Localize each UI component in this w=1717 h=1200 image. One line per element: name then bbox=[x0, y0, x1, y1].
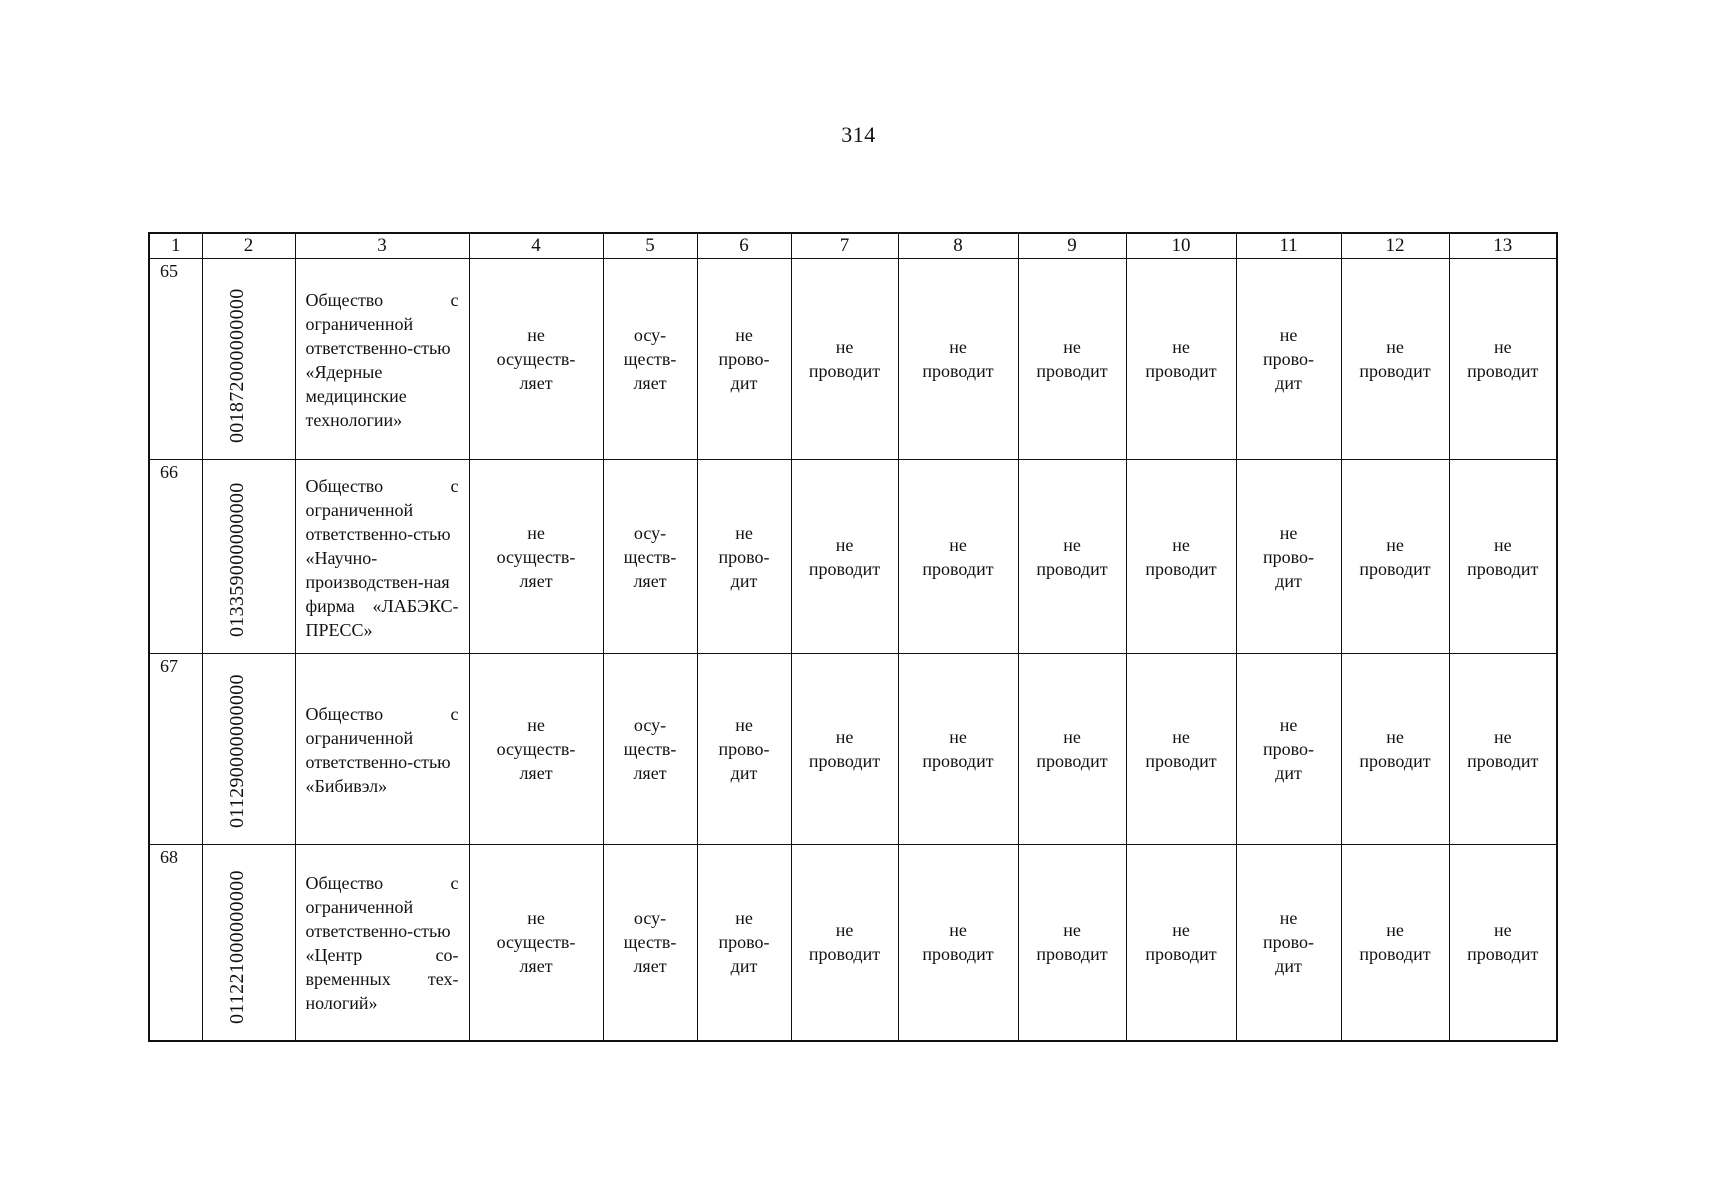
row-code: 011221000000000 bbox=[225, 869, 248, 1024]
cell-col-6: не прово- дит bbox=[697, 654, 791, 845]
row-number: 66 bbox=[149, 460, 202, 654]
header-cell: 12 bbox=[1341, 233, 1449, 259]
cell-col-10: не проводит bbox=[1126, 654, 1236, 845]
organization-name: Общество с ограниченной ответственно-стью «Ядерные медицинские технологии» bbox=[295, 259, 469, 460]
page-number: 314 bbox=[841, 122, 876, 147]
header-cell: 8 bbox=[898, 233, 1018, 259]
header-cell: 6 bbox=[697, 233, 791, 259]
cell-col-7: не проводит bbox=[791, 654, 898, 845]
cell-col-5: осу- ществ- ляет bbox=[603, 460, 697, 654]
cell-col-7: не проводит bbox=[791, 460, 898, 654]
cell-col-11: не прово- дит bbox=[1236, 654, 1341, 845]
row-number: 67 bbox=[149, 654, 202, 845]
cell-col-5: осу- ществ- ляет bbox=[603, 259, 697, 460]
cell-col-9: не проводит bbox=[1018, 460, 1126, 654]
cell-col-12: не проводит bbox=[1341, 259, 1449, 460]
header-cell: 2 bbox=[202, 233, 295, 259]
row-code-cell bbox=[202, 654, 295, 845]
cell-col-10: не проводит bbox=[1126, 460, 1236, 654]
row-code: 001872000000000 bbox=[225, 288, 248, 443]
cell-col-8: не проводит bbox=[898, 845, 1018, 1041]
cell-col-11: не прово- дит bbox=[1236, 460, 1341, 654]
row-code-cell bbox=[202, 460, 295, 654]
cell-col-9: не проводит bbox=[1018, 654, 1126, 845]
cell-col-5: осу- ществ- ляет bbox=[603, 845, 697, 1041]
header-cell: 3 bbox=[295, 233, 469, 259]
cell-col-8: не проводит bbox=[898, 259, 1018, 460]
row-code-cell bbox=[202, 259, 295, 460]
row-number: 65 bbox=[149, 259, 202, 460]
cell-col-13: не проводит bbox=[1449, 259, 1557, 460]
cell-col-13: не проводит bbox=[1449, 460, 1557, 654]
cell-col-13: не проводит bbox=[1449, 845, 1557, 1041]
header-cell: 4 bbox=[469, 233, 603, 259]
registry-table bbox=[148, 232, 1558, 1042]
cell-col-4: не осуществ- ляет bbox=[469, 259, 603, 460]
row-code: 011290000000000 bbox=[225, 674, 248, 828]
header-cell: 5 bbox=[603, 233, 697, 259]
cell-col-11: не прово- дит bbox=[1236, 259, 1341, 460]
cell-col-9: не проводит bbox=[1018, 845, 1126, 1041]
table-row bbox=[149, 654, 1557, 845]
header-cell: 11 bbox=[1236, 233, 1341, 259]
cell-col-4: не осуществ- ляет bbox=[469, 460, 603, 654]
row-number: 68 bbox=[149, 845, 202, 1041]
header-cell: 10 bbox=[1126, 233, 1236, 259]
organization-name: Общество с ограниченной ответственно-стью «Центр со-временных тех-нологий» bbox=[295, 845, 469, 1041]
cell-col-10: не проводит bbox=[1126, 259, 1236, 460]
cell-col-7: не проводит bbox=[791, 845, 898, 1041]
cell-col-12: не проводит bbox=[1341, 654, 1449, 845]
cell-col-11: не прово- дит bbox=[1236, 845, 1341, 1041]
cell-col-12: не проводит bbox=[1341, 845, 1449, 1041]
cell-col-13: не проводит bbox=[1449, 654, 1557, 845]
table-header-row bbox=[149, 233, 1557, 259]
cell-col-10: не проводит bbox=[1126, 845, 1236, 1041]
cell-col-6: не прово- дит bbox=[697, 259, 791, 460]
organization-name: Общество с ограниченной ответственно-стью «Научно-производствен-ная фирма «ЛАБЭКС-ПРЕСС» bbox=[295, 460, 469, 654]
organization-name: Общество с ограниченной ответственно-стью «Бибивэл» bbox=[295, 654, 469, 845]
table-row bbox=[149, 259, 1557, 460]
cell-col-4: не осуществ- ляет bbox=[469, 845, 603, 1041]
cell-col-8: не проводит bbox=[898, 654, 1018, 845]
cell-col-4: не осуществ- ляет bbox=[469, 654, 603, 845]
cell-col-9: не проводит bbox=[1018, 259, 1126, 460]
cell-col-5: осу- ществ- ляет bbox=[603, 654, 697, 845]
row-code: 013359000000000 bbox=[225, 482, 248, 637]
cell-col-7: не проводит bbox=[791, 259, 898, 460]
header-cell: 13 bbox=[1449, 233, 1557, 259]
header-cell: 7 bbox=[791, 233, 898, 259]
cell-col-6: не прово- дит bbox=[697, 845, 791, 1041]
cell-col-6: не прово- дит bbox=[697, 460, 791, 654]
row-code-cell bbox=[202, 845, 295, 1041]
header-cell: 1 bbox=[149, 233, 202, 259]
cell-col-8: не проводит bbox=[898, 460, 1018, 654]
cell-col-12: не проводит bbox=[1341, 460, 1449, 654]
table-row bbox=[149, 845, 1557, 1041]
header-cell: 9 bbox=[1018, 233, 1126, 259]
table-row bbox=[149, 460, 1557, 654]
